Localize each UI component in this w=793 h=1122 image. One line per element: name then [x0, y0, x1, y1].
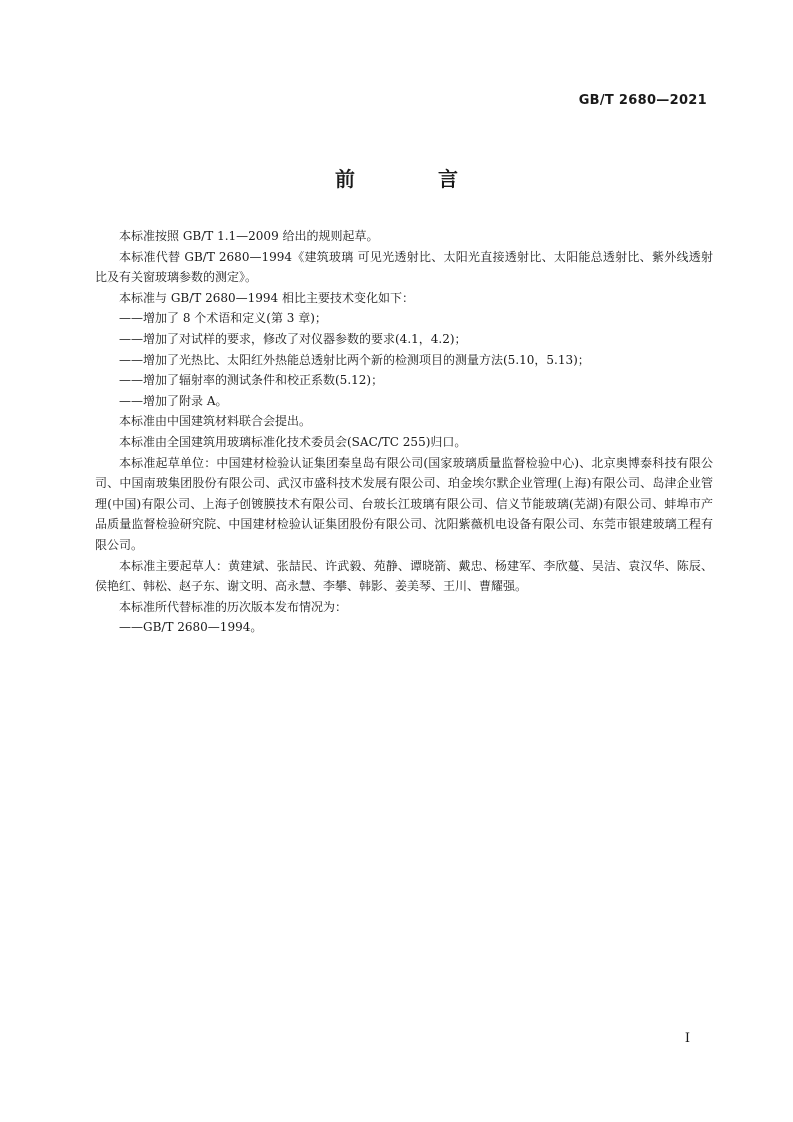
page-title: 前 言	[335, 167, 496, 191]
paragraph-drafters: 本标准主要起草人：黄建斌、张喆民、许武毅、苑静、谭晓箭、戴忠、杨建军、李欣蔓、吴洁、袁汉华、陈辰、侯艳红、韩松、赵子东、谢文明、高永慧、李攀、韩影、姜美琴、王川、曹耀强。	[95, 558, 713, 594]
list-item-history-1: ——GB/T 2680—1994。	[119, 620, 263, 635]
paragraph-history-intro: 本标准所代替标准的历次版本发布情况为：	[119, 599, 348, 614]
page-number: I	[684, 1031, 690, 1046]
paragraph-replaces: 本标准代替 GB/T 2680—1994《建筑玻璃 可见光透射比、太阳光直接透射比、太阳能总透射比、紫外线透射比及有关窗玻璃参数的测定》。	[95, 249, 713, 285]
paragraph-proposed-by: 本标准由中国建筑材料联合会提出。	[119, 414, 312, 429]
paragraph-changes-intro: 本标准与 GB/T 2680—1994 相比主要技术变化如下：	[119, 290, 414, 305]
list-item-change-3: ——增加了光热比、太阳红外热能总透射比两个新的检测项目的测量方法(5.10，5.13)；	[119, 352, 590, 367]
list-item-change-1: ——增加了 8 个术语和定义(第 3 章)；	[119, 311, 327, 326]
paragraph-drafting-units: 本标准起草单位：中国建材检验认证集团秦皇岛有限公司(国家玻璃质量监督检验中心)、北京奥博泰科技有限公司、中国南玻集团股份有限公司、武汉市盛科技术发展有限公司、珀金埃尔默企业管理(上海)有限公司、岛津企业管理(中国)有限公司、上海子创镀膜技术有限公司、台玻长江玻璃有限公司、信义节能玻璃(芜湖)有限公司、蚌埠市产品质量监督检验研究院、中国建材检验认证集团股份有限公司、沈阳紫薇机电设备有限公司、东莞市银建玻璃工程有限公司。	[95, 455, 713, 552]
paragraph-under-jurisdiction: 本标准由全国建筑用玻璃标准化技术委员会(SAC/TC 255)归口。	[119, 434, 467, 449]
list-item-change-4: ——增加了辐射率的测试条件和校正系数(5.12)；	[119, 373, 384, 388]
list-item-change-5: ——增加了附录 A。	[119, 393, 228, 408]
paragraph-drafting-rules: 本标准按照 GB/T 1.1—2009 给出的规则起草。	[119, 229, 379, 243]
list-item-change-2: ——增加了对试样的要求，修改了对仪器参数的要求(4.1，4.2)；	[119, 331, 467, 346]
foreword-body	[95, 226, 713, 638]
standard-number: GB/T 2680—2021	[578, 93, 707, 108]
